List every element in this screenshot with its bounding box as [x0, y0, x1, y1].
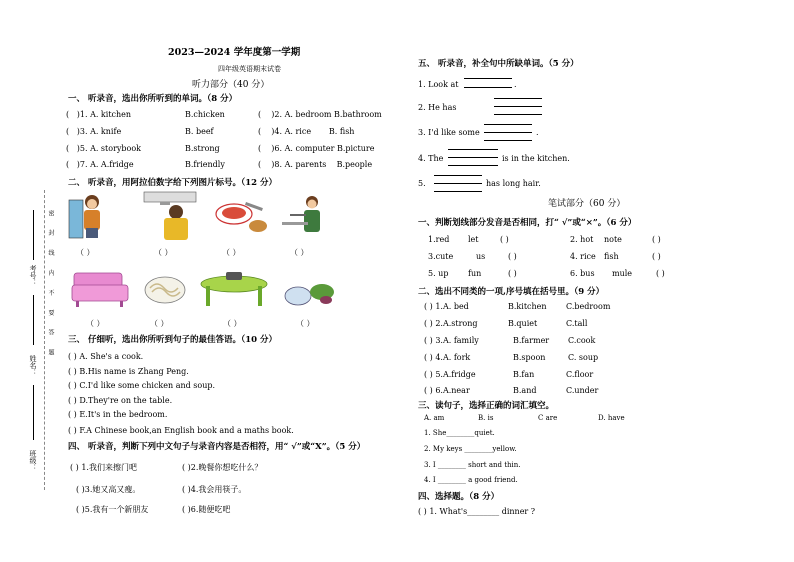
- w2-row-5-b: B.fan: [513, 370, 535, 379]
- w1-r3-p[interactable]: ( ): [508, 269, 517, 278]
- bowl-veg-picture: [282, 278, 338, 310]
- s5-blank-4c[interactable]: [448, 165, 498, 166]
- s2-paren-5[interactable]: （ ）: [86, 319, 105, 328]
- id-field[interactable]: [33, 210, 34, 260]
- w2-row-5: ( ) 5.A.fridge: [424, 370, 476, 379]
- name-label: 姓名：: [29, 355, 37, 376]
- s4-item-4: ( )4.我会用筷子。: [182, 485, 247, 494]
- s3-item-b: ( ) B.His name is Zhang Peng.: [68, 367, 189, 376]
- w2-row-6-b: B.and: [513, 386, 537, 395]
- class-field[interactable]: [33, 385, 34, 440]
- w1-r3-w2: fun: [468, 269, 482, 278]
- s5-blank-1b[interactable]: [464, 87, 512, 88]
- boy-eating-picture: [280, 192, 328, 240]
- w3-item-1: 1. She________quiet.: [424, 429, 495, 437]
- id-label: 考号：: [29, 265, 37, 286]
- s5-blank-4a[interactable]: [448, 149, 498, 150]
- s5-after-5: has long hair.: [486, 179, 541, 188]
- binding-line: [44, 190, 45, 490]
- w3-option-d: D. have: [598, 414, 625, 422]
- w3-option-b: B. is: [478, 414, 494, 422]
- w1-r2-w1: 3.cute: [428, 252, 454, 261]
- s1-item-5-b: B.strong: [185, 144, 220, 153]
- s5-blank-5b[interactable]: [434, 183, 482, 184]
- sofa-picture: [70, 267, 130, 309]
- w2-row-4-b: B.spoon: [513, 353, 546, 362]
- s4-item-6: ( )6.随便吃吧: [182, 505, 231, 514]
- s5-blank-3c[interactable]: [484, 140, 532, 141]
- w2-row-1-b: B.kitchen: [508, 302, 547, 311]
- s1-item-5: ( )5. A. storybook: [66, 144, 142, 153]
- s3-item-c: ( ) C.I'd like some chicken and soup.: [68, 381, 216, 390]
- s4-item-1: ( ) 1.我们来擦门吧: [70, 463, 137, 472]
- w2-row-3-c: C.cook: [568, 336, 596, 345]
- w2-row-6: ( ) 6.A.near: [424, 386, 470, 395]
- w1-r2-p2[interactable]: ( ): [652, 252, 661, 261]
- w1-r1-p2[interactable]: ( ): [652, 235, 661, 244]
- exam-subtitle: 四年级英语期末试卷: [218, 65, 281, 73]
- s1-item-4: ( )4. A. rice B. fish: [258, 127, 355, 136]
- w1-r2-w2: us: [476, 252, 486, 261]
- w3-heading: 三、读句子，选择正确的词汇填空。: [418, 401, 555, 411]
- s5-item-5: 5.: [418, 179, 426, 188]
- listening-part-title: 听力部分（40 分）: [192, 80, 270, 90]
- s5-blank-3a[interactable]: [484, 124, 532, 125]
- s1-item-6: ( )6. A. computer B.picture: [258, 144, 375, 153]
- w3-item-3: 3. I ________ short and thin.: [424, 461, 521, 469]
- s5-after-3: .: [536, 128, 539, 137]
- w3-item-2: 2. My keys ________yellow.: [424, 445, 517, 453]
- w2-row-5-c: C.floor: [566, 370, 594, 379]
- food-picture: [206, 198, 268, 234]
- w1-r3-w1: 5. up: [428, 269, 449, 278]
- w3-item-4: 4. I ________ a good friend.: [424, 476, 518, 484]
- w1-r1-w1: 1.red: [428, 235, 450, 244]
- s5-item-3: 3. I'd like some: [418, 128, 480, 137]
- w1-r3-w4: mule: [612, 269, 633, 278]
- s5-blank-4b[interactable]: [448, 157, 498, 158]
- boy-washing-picture: [142, 190, 198, 242]
- s5-blank-1a[interactable]: [464, 78, 512, 79]
- s1-item-3: ( )3. A. knife: [66, 127, 122, 136]
- w2-row-6-c: C.under: [566, 386, 599, 395]
- w2-row-1: ( ) 1.A. bed: [424, 302, 469, 311]
- s2-paren-3[interactable]: （ ）: [222, 248, 241, 257]
- s5-blank-3b[interactable]: [484, 132, 532, 133]
- s2-heading: 二、 听录音，用阿拉伯数字给下列图片标号。（12 分）: [68, 178, 277, 188]
- s4-item-2: ( )2.晚餐你想吃什么？: [182, 463, 263, 472]
- w2-row-1-c: C.bedroom: [566, 302, 611, 311]
- s1-item-7-b: B.friendly: [185, 160, 225, 169]
- w1-r3-w3: 6. bus: [570, 269, 595, 278]
- exam-title: 2023—2024 学年度第一学期: [168, 47, 301, 58]
- s5-blank-2c[interactable]: [494, 114, 542, 115]
- s5-blank-2a[interactable]: [494, 98, 542, 99]
- s1-item-2: ( )2. A. bedroom B.bathroom: [258, 110, 382, 119]
- s1-item-7: ( )7. A. A.fridge: [66, 160, 134, 169]
- w2-row-2-b: B.quiet: [508, 319, 538, 328]
- w3-option-c: C are: [538, 414, 558, 422]
- s3-item-d: ( ) D.They're on the table.: [68, 396, 173, 405]
- w2-row-3-b: B.farmer: [513, 336, 550, 345]
- w1-r2-w3: 4. rice: [570, 252, 596, 261]
- boy-wiping-picture: [68, 192, 108, 240]
- s4-item-3: ( )3.她又高又瘦。: [76, 485, 141, 494]
- w2-row-3: ( ) 3.A. family: [424, 336, 479, 345]
- s5-heading: 五、 听录音，补全句中所缺单词。（5 分）: [418, 59, 579, 69]
- s5-blank-5c[interactable]: [434, 191, 482, 192]
- s3-item-f: ( ) F.A Chinese book,an English book and a maths book.: [68, 426, 294, 435]
- s5-item-1: 1. Look at: [418, 80, 459, 89]
- s2-paren-6[interactable]: （ ）: [150, 319, 169, 328]
- s4-heading: 四、 听录音，判断下列中文句子与录音内容是否相符，用“ √”或“X”。（5 分）: [68, 442, 366, 452]
- s5-after-4: is in the kitchen.: [502, 154, 570, 163]
- name-field[interactable]: [33, 295, 34, 345]
- w1-r1-p[interactable]: ( ): [500, 235, 509, 244]
- phone-table-picture: [198, 268, 270, 310]
- s5-item-4: 4. The: [418, 154, 444, 163]
- s1-item-3-b: B. beef: [185, 127, 214, 136]
- s5-item-2: 2. He has: [418, 103, 457, 112]
- class-label: 班级：: [29, 450, 37, 471]
- s3-item-e: ( ) E.It's in the bedroom.: [68, 410, 168, 419]
- w3-option-a: A. am: [424, 414, 445, 422]
- s5-blank-2b[interactable]: [494, 106, 542, 107]
- s1-item-8: ( )8. A. parents B.people: [258, 160, 373, 169]
- w1-r2-w4: fish: [604, 252, 619, 261]
- w1-r1-w3: 2. hot: [570, 235, 594, 244]
- w2-row-2-c: C.tall: [566, 319, 588, 328]
- s1-item-1: ( )1. A. kitchen: [66, 110, 132, 119]
- s3-heading: 三、 仔细听，选出你所听到句子的最佳答语。（10 分）: [68, 335, 277, 345]
- w1-r3-p2[interactable]: ( ): [656, 269, 665, 278]
- w2-row-2: ( ) 2.A.strong: [424, 319, 478, 328]
- s1-item-1-b: B.chicken: [185, 110, 225, 119]
- w2-heading: 二、选出不同类的一项,序号填在括号里。（9 分）: [418, 287, 605, 297]
- noodles-picture: [142, 270, 188, 306]
- w1-r2-p[interactable]: ( ): [508, 252, 517, 261]
- s5-after-1: .: [514, 80, 517, 89]
- s2-paren-4[interactable]: （ ）: [290, 248, 309, 257]
- s4-item-5: ( )5.我有一个新朋友: [76, 505, 149, 514]
- w2-row-4-c: C. soup: [568, 353, 599, 362]
- w4-heading: 四、选择题。（8 分）: [418, 492, 500, 502]
- s5-blank-5a[interactable]: [434, 175, 482, 176]
- s2-paren-7[interactable]: （ ）: [223, 319, 242, 328]
- w1-r1-w2: let: [468, 235, 479, 244]
- s2-paren-1[interactable]: （ ）: [76, 248, 95, 257]
- w1-r1-w4: note: [604, 235, 622, 244]
- w4-item-1: ( ) 1. What's________ dinner ?: [418, 507, 536, 516]
- written-part-title: 笔试部分（60 分）: [548, 199, 626, 209]
- s2-paren-2[interactable]: （ ）: [154, 248, 173, 257]
- w1-heading: 一、判断划线部分发音是否相同，打“ √”或“×”。（6 分）: [418, 218, 637, 228]
- s1-heading: 一、 听录音，选出你所听到的单词。（8 分）: [68, 94, 238, 104]
- s3-item-a: ( ) A. She's a cook.: [68, 352, 144, 361]
- w2-row-4: ( ) 4.A. fork: [424, 353, 471, 362]
- s2-paren-8[interactable]: （ ）: [296, 319, 315, 328]
- seal-text: 密 封 线 内 不 要 答 题: [47, 210, 54, 362]
